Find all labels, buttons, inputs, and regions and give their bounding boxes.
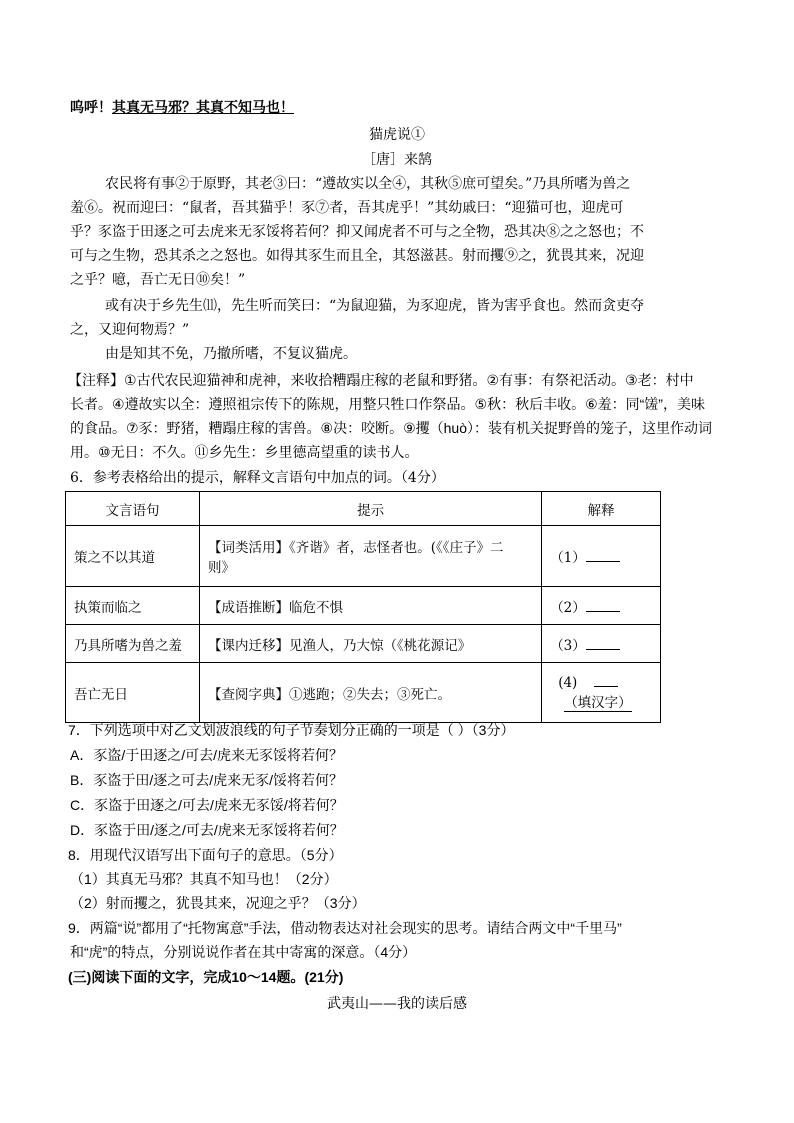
poem-line: 之，又迎何物焉？”: [70, 322, 190, 338]
table-header: 解释: [542, 492, 661, 526]
table-row: [66, 663, 661, 723]
answer-blank[interactable]: [594, 674, 618, 687]
poem-line: 羞⑥。祝而迎曰：“鼠者，吾其猫乎！豕⑦者，吾其虎乎！”其幼戚曰：“迎猫可也，迎虎可: [70, 200, 624, 216]
question-9-line: 和“虎”的特点，分别说说作者在其中寄寓的深意。（4分）: [70, 944, 417, 960]
row-hint: [200, 526, 542, 587]
row-hint: 【成语推断】临危不惧: [200, 587, 542, 625]
question-8-prompt: 8．用现代汉语写出下面句子的意思。（5分）: [68, 847, 343, 863]
row-sentence: 吾亡无日: [66, 663, 200, 723]
row-answer: [542, 587, 661, 625]
poem-author: ［唐］来鹄: [362, 152, 432, 168]
notes-line: 【注释】①古代农民迎猫神和虎神，来收拾糟蹋庄稼的老鼠和野猪。②有事：有祭祀活动。③老：村中: [68, 372, 694, 388]
poem-line: 农民将有事②于原野，其老③曰：“遵故实以全④，其秋⑤庶可望矣。”乃具所嗜为兽之: [105, 176, 631, 192]
option-b[interactable]: B．豕盗于田/逐之可去/虎来无豕/馁将若何？: [70, 772, 344, 788]
answer-note: （填汉字）: [564, 691, 632, 712]
row-sentence: 乃具所嗜为兽之羞: [66, 625, 200, 663]
answer-number: （2）: [550, 599, 586, 616]
poem-line: 由是知其不免，乃撤所嗜，不复议猫虎。: [105, 346, 357, 362]
answer-number: （1）: [550, 550, 586, 566]
notes-line: 的食品。⑦豕：野猪，糟蹋庄稼的害兽。⑧决：咬断。⑨攫（huò）：装有机关捉野兽的笼子，这里作动词: [70, 420, 713, 436]
row-answer: [542, 625, 661, 663]
answer-number: （3）: [550, 637, 586, 654]
notes-line: 长者。④遵故实以全：遵照祖宗传下的陈规，用整只牲口作祭品。⑤秋：秋后丰收。⑥羞：同“馐”，美味: [70, 396, 705, 412]
answer-number: (4): [558, 674, 578, 691]
closing-quote-prefix: 呜呼！: [70, 100, 112, 116]
table-header-row: [66, 492, 661, 526]
closing-quote-line: [70, 98, 294, 118]
row-sentence: 策之不以其道: [66, 526, 200, 587]
table-header: 文言语句: [66, 492, 200, 526]
poem-line: 或有决于乡先生⑾，先生听而笑曰：“为鼠迎猫，为豕迎虎，皆为害乎食也。然而贪吏夺: [105, 298, 645, 314]
option-d[interactable]: D．豕盗于田/逐之/可去/虎来无豕馁将若何？: [70, 822, 344, 838]
option-c[interactable]: C．豕盗于田逐之/可去/虎来无豕馁/将若何？: [70, 797, 344, 813]
poem-title: 猫虎说①: [369, 127, 425, 143]
answer-blank[interactable]: [586, 637, 620, 650]
answer-blank[interactable]: [586, 599, 620, 612]
row-hint: 【课内迁移】见渔人，乃大惊（《桃花源记》: [200, 625, 542, 663]
poem-line: 乎？豕盗于田逐之可去虎来无豕馁将若何？抑又闻虎者不可与之全物，恐其决⑧之之怒也；不: [70, 224, 644, 240]
question-7-prompt: 7．下列选项中对乙文划波浪线的句子节奏划分正确的一项是（ ）（3分）: [68, 722, 515, 738]
question-8-item: （2）射而攫之，犹畏其来，况迎之乎？（3分）: [70, 895, 366, 911]
hints-table: [65, 491, 661, 723]
section-3-subtitle: 武夷山——我的读后感: [327, 996, 467, 1012]
answer-blank[interactable]: [586, 549, 620, 562]
row-hint-line: 【词类活用】《齐谐》者，志怪者也。(《《庄子》二: [208, 540, 504, 556]
row-hint-line: 则》: [208, 560, 236, 576]
table-row: [66, 526, 661, 587]
table-header: 提示: [200, 492, 542, 526]
poem-line: 之乎？噫，吾亡无日⑩矣！”: [70, 272, 246, 288]
table-row: [66, 587, 661, 625]
question-6-prompt: 6．参考表格给出的提示，解释文言语句中加点的词。（4分）: [70, 470, 445, 486]
row-hint: 【查阅字典】①逃跑；②失去；③死亡。: [200, 663, 542, 723]
question-9-line: 9．两篇“说”都用了“托物寓意”手法，借动物表达对社会现实的思考。请结合两文中“千里马”: [68, 920, 622, 936]
row-sentence: 执策而临之: [66, 587, 200, 625]
option-a[interactable]: A．豕盗/于田逐之/可去/虎来无豕馁将若何？: [70, 747, 344, 763]
notes-line: 用。⑩无日：不久。⑪乡先生：乡里德高望重的读书人。: [70, 444, 419, 460]
section-3-heading: (三)阅读下面的文字，完成10～14题。(21分): [68, 969, 344, 985]
poem-line: 可与之生物，恐其杀之之怒也。如得其豕生而且全，其怒滋甚。射而攫⑨之，犹畏其来，况迎: [70, 248, 644, 264]
table-row: [66, 625, 661, 663]
row-answer: [542, 663, 661, 723]
row-answer: [542, 526, 661, 587]
question-8-item: （1）其真无马邪？其真不知马也！（2分）: [70, 871, 338, 887]
closing-quote-underlined: 其真无马邪？其真不知马也！: [112, 100, 294, 116]
